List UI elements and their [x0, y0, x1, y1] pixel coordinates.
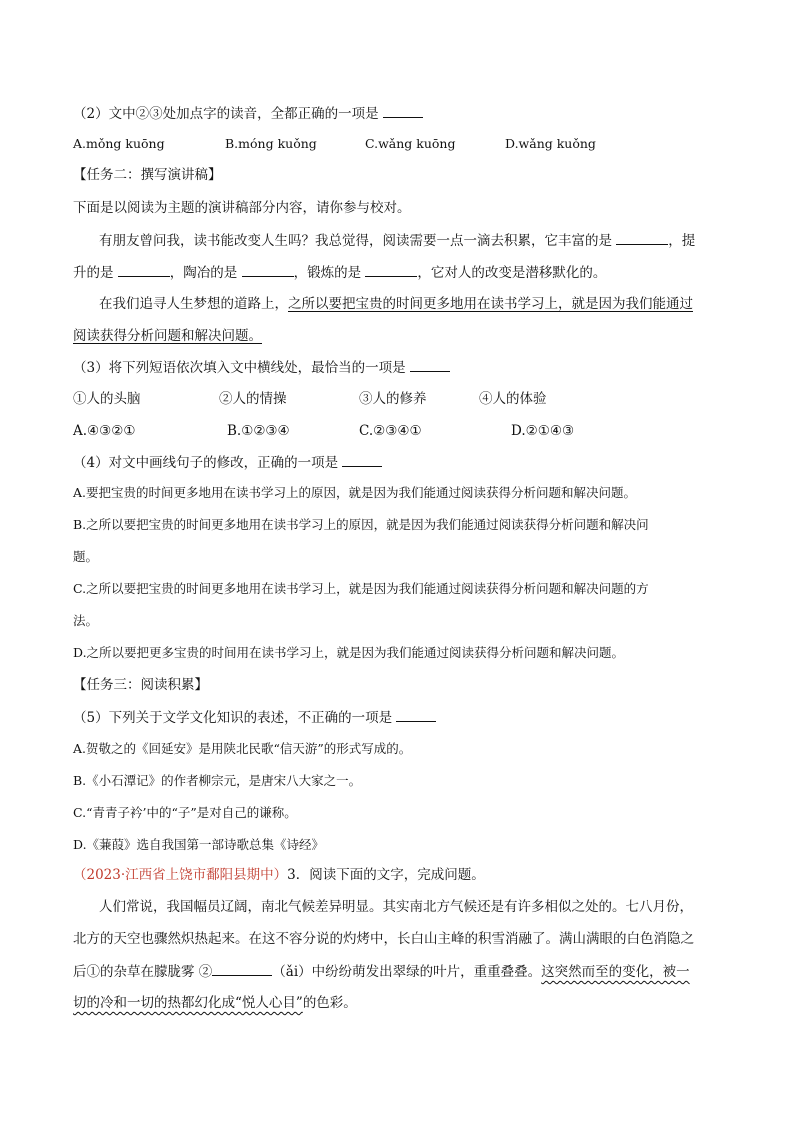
option-c[interactable]: C.之所以要把宝贵的时间更多地用在读书学习上，就是因为我们能通过阅读获得分析问题和解决问题的方 — [73, 581, 649, 596]
option-b[interactable]: B.①②③④ — [227, 423, 290, 439]
answer-blank[interactable] — [383, 104, 423, 118]
option-b-continued: 题。 — [73, 549, 99, 564]
phrase-3: ③人的修养 — [359, 391, 427, 407]
answer-blank[interactable] — [396, 708, 436, 722]
speech-para-2-line-1: 在我们追寻人生梦想的道路上，之所以要把宝贵的时间更多地用在读书学习上，就是因为我们能通过 — [99, 296, 693, 312]
option-d[interactable]: D.之所以要把更多宝贵的时间用在读书学习上，就是因为我们能通过阅读获得分析问题和解决问题。 — [73, 645, 625, 660]
task-2-title: 【任务二：撰写演讲稿】 — [73, 167, 222, 183]
question-3-stem: （3）将下列短语依次填入文中横线处，最恰当的一项是 — [73, 358, 450, 377]
wavy-underlined-sentence: 这突然而至的变化，被一 — [541, 964, 690, 980]
underlined-sentence: 之所以要把宝贵的时间更多地用在读书学习上，就是因为我们能通过 — [288, 296, 693, 312]
answer-blank[interactable] — [410, 358, 450, 372]
option-a[interactable]: A.④③②① — [73, 423, 136, 439]
option-a[interactable]: A.贺敬之的《回延安》是用陕北民歌“信天游”的形式写成的。 — [73, 741, 412, 756]
option-c-continued: 法。 — [73, 613, 99, 628]
option-c[interactable]: C.②③④① — [359, 423, 422, 439]
option-c[interactable]: C.wǎng kuōng — [365, 136, 456, 151]
task-2-intro: 下面是以阅读为主题的演讲稿部分内容，请你参与校对。 — [73, 200, 411, 216]
task-3-title: 【任务三：阅读积累】 — [73, 677, 208, 693]
option-a[interactable]: A.mǒng kuōng — [73, 136, 165, 151]
phrase-4: ④人的体验 — [479, 391, 547, 407]
question-3-options — [73, 422, 574, 440]
passage-line-1: 人们常说，我国幅员辽阔，南北气候差异明显。其实南北方气候还是有许多相似之处的。七八月份， — [99, 899, 693, 915]
question-4-stem: （4）对文中画线句子的修改，正确的一项是 — [73, 453, 382, 472]
phrase-1: ①人的头脑 — [73, 391, 141, 407]
underlined-sentence-end: 阅读获得分析问题和解决问题。 — [73, 328, 262, 344]
passage-line-3: 后①的杂草在朦胧雾 ② （ǎi）中纷纷萌发出翠绿的叶片，重重叠叠。这突然而至的变化，被一 — [73, 964, 690, 980]
option-d[interactable]: D.《蒹葭》选自我国第一部诗歌总集《诗经》 — [73, 837, 325, 852]
fill-in-blank[interactable] — [212, 962, 272, 976]
question-5-stem: （5）下列关于文学文化知识的表述，不正确的一项是 — [73, 708, 436, 727]
option-d[interactable]: D.wǎng kuǒng — [505, 136, 596, 151]
option-c[interactable]: C.“青青子衿’中的“子”是对自己的谦称。 — [73, 805, 297, 820]
speech-blank-3[interactable] — [242, 263, 294, 277]
wavy-underlined-sentence-end: 切的冷和一切的热都幻化成“悦人心目” — [73, 995, 303, 1011]
passage-line-2: 北方的天空也骤然炽热起来。在这不容分说的灼烤中，长白山主峰的积雪消融了。满山满眼的白色消隐之 — [73, 931, 694, 947]
option-b[interactable]: B.móng kuǒng — [225, 136, 317, 151]
option-d[interactable]: D.②①④③ — [511, 423, 575, 439]
speech-blank-4[interactable] — [365, 263, 417, 277]
question-3-header: （2023·江西省上饶市鄱阳县期中）3．阅读下面的文字，完成问题。 — [73, 867, 485, 883]
option-a[interactable]: A.要把宝贵的时间更多地用在读书学习上的原因，就是因为我们能通过阅读获得分析问题和解决问题。 — [73, 485, 637, 500]
question-3-phrases — [73, 390, 547, 408]
question-2-options — [73, 135, 596, 153]
answer-blank[interactable] — [342, 453, 382, 467]
source-label: （2023·江西省上饶市鄱阳县期中） — [73, 867, 288, 883]
speech-para-2-line-2 — [73, 327, 262, 345]
phrase-2: ②人的情操 — [219, 391, 287, 407]
option-b[interactable]: B.《小石潭记》的作者柳宗元，是唐宋八大家之一。 — [73, 773, 362, 788]
passage-line-4: 切的冷和一切的热都幻化成“悦人心目”的色彩。 — [73, 995, 357, 1011]
speech-para-1-line-2: 升的是 ，陶冶的是 ，锻炼的是 ，它对人的改变是潜移默化的。 — [73, 265, 607, 281]
option-b[interactable]: B.之所以要把宝贵的时间更多地用在读书学习上的原因，就是因为我们能通过阅读获得分析问题和解决问 — [73, 517, 649, 532]
speech-para-1-line-1: 有朋友曾问我，读书能改变人生吗？我总觉得，阅读需要一点一滴去积累，它丰富的是 ，提 — [99, 233, 696, 249]
question-2-stem: （2）文中②③处加点字的读音，全都正确的一项是 — [73, 104, 423, 123]
speech-blank-1[interactable] — [616, 231, 668, 245]
speech-blank-2[interactable] — [118, 263, 170, 277]
